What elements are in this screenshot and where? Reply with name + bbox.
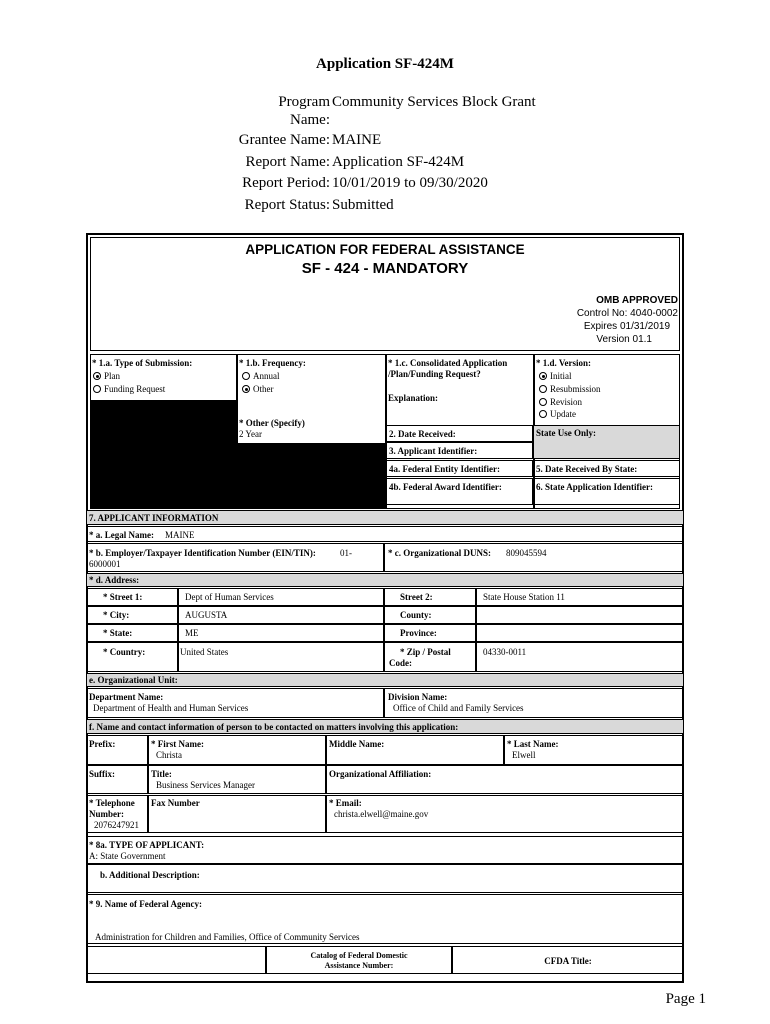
middle-name-label: Middle Name:: [329, 739, 385, 749]
city-label: * City:: [103, 610, 130, 620]
organizational-affiliation-label: Organizational Affiliation:: [329, 769, 432, 779]
program-value: Community Services Block Grant: [332, 94, 536, 110]
blackout-area-2: [236, 443, 386, 509]
federal-agency-label: * 9. Name of Federal Agency:: [89, 899, 202, 909]
federal-entity-identifier-label: 4a. Federal Entity Identifier:: [389, 464, 500, 474]
divider: [236, 354, 238, 443]
radio-update[interactable]: [539, 409, 576, 419]
blackout-area-1: [90, 400, 236, 509]
fax-label: Fax Number: [151, 798, 200, 808]
date-received-by-state-label: 5. Date Received By State:: [536, 464, 638, 474]
radio-initial-label: Initial: [550, 371, 572, 381]
legal-name-label: * a. Legal Name:: [89, 530, 154, 540]
report-status-value: Submitted: [332, 197, 394, 213]
form-title-2: SF - 424 - MANDATORY: [301, 260, 469, 277]
telephone-label-2: Number:: [89, 809, 124, 819]
state-use-only-text: State Use Only:: [536, 428, 596, 438]
radio-initial[interactable]: [539, 371, 572, 381]
ein-label: * b. Employer/Taxpayer Identification Number (EIN/TIN):: [89, 548, 316, 558]
first-name-value: Christa: [156, 750, 182, 760]
explanation-label: Explanation:: [388, 393, 439, 403]
first-name-label: * First Name:: [151, 739, 204, 749]
page-number: Page 1: [665, 991, 706, 1007]
email-label: * Email:: [329, 798, 362, 808]
title-value: Business Services Manager: [156, 780, 255, 790]
title-label: Title:: [151, 769, 172, 779]
province-label: Province:: [400, 628, 437, 638]
radio-selected-icon: [539, 372, 547, 380]
country-value: United States: [180, 647, 229, 657]
street1-value: Dept of Human Services: [185, 592, 274, 602]
radio-funding-request[interactable]: [93, 384, 165, 394]
street2-label: Street 2:: [400, 592, 433, 602]
type-of-applicant-label: * 8a. TYPE OF APPLICANT:: [89, 840, 205, 850]
country-label: * Country:: [103, 647, 146, 657]
document-title: Application SF-424M: [316, 56, 454, 72]
report-status-label: Report Status:: [244, 197, 330, 213]
frequency-label: * 1.b. Frequency:: [239, 358, 306, 368]
zip-value: 04330-0011: [483, 647, 527, 657]
prefix-label: Prefix:: [89, 739, 116, 749]
additional-description-label: b. Additional Description:: [100, 870, 200, 880]
radio-selected-icon: [93, 372, 101, 380]
consolidated-application-label-2: /Plan/Funding Request?: [388, 369, 481, 379]
contact-info-label: f. Name and contact information of person to be contacted on matters involving this application:: [89, 722, 459, 732]
consolidated-application-label: * 1.c. Consolidated Application: [388, 358, 508, 368]
omb-control: Control No: 4040-0002: [576, 308, 678, 319]
radio-empty-icon: [93, 385, 101, 393]
report-name-value: Application SF-424M: [332, 154, 465, 170]
city-label-cell: [86, 606, 178, 624]
applicant-information-title: 7. APPLICANT INFORMATION: [89, 513, 219, 523]
radio-empty-icon: [539, 398, 547, 406]
radio-resubmission-label: Resubmission: [550, 384, 601, 394]
report-period-label: Report Period:: [242, 175, 330, 191]
department-name-label: Department Name:: [89, 692, 164, 702]
grantee-value: MAINE: [332, 132, 382, 148]
radio-revision[interactable]: [539, 397, 582, 407]
street1-label: * Street 1:: [103, 592, 143, 602]
report-name-label: Report Name:: [245, 154, 330, 170]
province-field[interactable]: [476, 624, 684, 642]
federal-award-identifier-label: 4b. Federal Award Identifier:: [389, 482, 502, 492]
division-name-label: Division Name:: [388, 692, 448, 702]
program-name-row: [0, 93, 770, 133]
county-label: County:: [400, 610, 432, 620]
address-header: [86, 573, 684, 587]
radio-empty-icon: [242, 372, 250, 380]
omb-approved: OMB APPROVED: [596, 295, 678, 306]
radio-update-label: Update: [550, 409, 576, 419]
ein-value-part-1: 01-: [340, 548, 352, 558]
state-label: * State:: [103, 628, 133, 638]
organizational-unit-label: e. Organizational Unit:: [89, 675, 178, 685]
email-value: christa.elwell@maine.gov: [334, 809, 429, 819]
radio-revision-label: Revision: [550, 397, 583, 407]
address-label: * d. Address:: [89, 575, 140, 585]
telephone-label: * Telephone: [89, 798, 135, 808]
other-specify-label: * Other (Specify): [239, 418, 305, 428]
cfda-number-label-2: Assistance Number:: [324, 961, 394, 970]
legal-name-value: MAINE: [165, 530, 195, 540]
division-name-value: Office of Child and Family Services: [393, 703, 524, 713]
duns-label: * c. Organizational DUNS:: [388, 548, 491, 558]
suffix-label: Suffix:: [89, 769, 116, 779]
radio-funding-request-label: Funding Request: [104, 384, 166, 394]
street2-value: State House Station 11: [483, 592, 565, 602]
cfda-title-label: CFDA Title:: [544, 956, 592, 966]
omb-version: Version 01.1: [596, 334, 652, 345]
ein-value-part-2: 6000001: [89, 559, 121, 569]
last-name-label: * Last Name:: [507, 739, 559, 749]
cfda-number-label: Catalog of Federal Domestic: [310, 951, 408, 960]
report-period-value: 10/01/2019 to 09/30/2020: [332, 175, 488, 191]
radio-annual-label: Annual: [253, 371, 280, 381]
radio-resubmission[interactable]: [539, 384, 601, 394]
last-name-value: Elwell: [512, 750, 536, 760]
version-label: * 1.d. Version:: [536, 358, 592, 368]
program-label-2: Name:: [290, 112, 330, 128]
type-of-applicant-value: A: State Government: [89, 851, 166, 861]
omb-expires: Expires 01/31/2019: [583, 321, 670, 332]
radio-annual[interactable]: [242, 371, 280, 381]
state-field[interactable]: [178, 624, 384, 642]
type-of-submission-label: * 1.a. Type of Submission:: [92, 358, 193, 368]
date-received-label: 2. Date Received:: [389, 429, 456, 439]
city-value: AUGUSTA: [185, 610, 228, 620]
zip-label-2: Code:: [389, 658, 412, 668]
radio-plan-label: Plan: [104, 371, 121, 381]
duns-value: 809045594: [506, 548, 547, 558]
other-specify-value: 2 Year: [239, 429, 263, 439]
state-application-identifier-label: 6. State Application Identifier:: [536, 482, 653, 492]
department-name-value: Department of Health and Human Services: [93, 703, 249, 713]
cfda-blank-cell: [86, 946, 266, 974]
county-field[interactable]: [476, 606, 684, 624]
radio-empty-icon: [539, 410, 547, 418]
applicant-identifier-label: 3. Applicant Identifier:: [389, 446, 478, 456]
grantee-label: Grantee Name:: [238, 132, 330, 148]
radio-empty-icon: [539, 385, 547, 393]
radio-selected-icon: [242, 385, 250, 393]
radio-plan[interactable]: [93, 371, 120, 381]
program-label: Program: [278, 94, 330, 110]
federal-agency-value: Administration for Children and Families, Office of Community Services: [95, 932, 360, 942]
telephone-value: 2076247921: [94, 820, 139, 830]
state-value: ME: [185, 628, 199, 638]
zip-label: * Zip / Postal: [400, 647, 451, 657]
radio-other-label: Other: [253, 384, 274, 394]
radio-other[interactable]: [242, 384, 274, 394]
form-title-1: APPLICATION FOR FEDERAL ASSISTANCE: [245, 242, 525, 257]
